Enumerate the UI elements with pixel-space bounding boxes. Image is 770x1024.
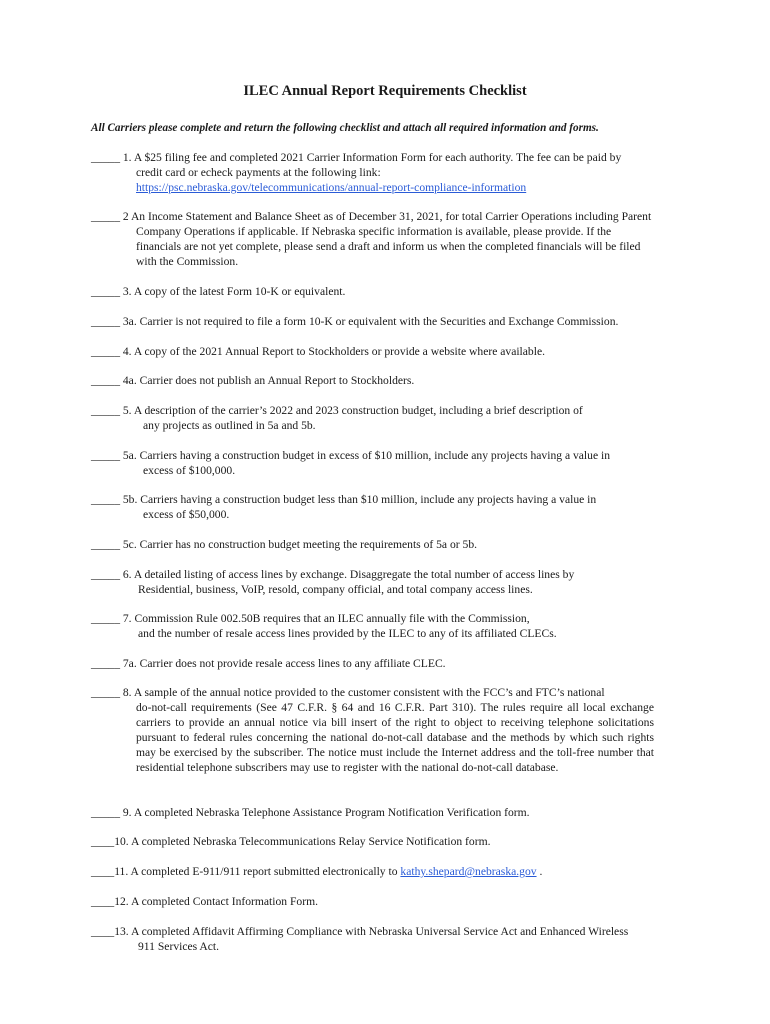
item-5b-line-1: _____ 5b. Carriers having a construction budget less than $10 million, include any projects having a value in [91,493,597,506]
item-2-line-3: financials are not yet complete, please send a draft and inform us when the completed financials will be filed [136,240,641,253]
checklist-item-3 [91,284,703,299]
checklist-item-1 [91,150,703,195]
item-5b-line-2: excess of $50,000. [143,508,230,521]
item-1-line-2: credit card or echeck payments at the following link: [136,166,381,179]
intro-instructions: All Carriers please complete and return the following checklist and attach all required information and forms. [91,122,599,134]
item-8-line-1: _____ 8. A sample of the annual notice provided to the customer consistent with the FCC’s and FTC’s national [91,686,605,699]
item-7-line-2: and the number of resale access lines provided by the ILEC to any of its affiliated CLECs. [138,627,557,640]
item-10-text: ____10. A completed Nebraska Telecommunications Relay Service Notification form. [91,835,491,848]
checklist-item-11 [91,864,703,879]
item-12-text: ____12. A completed Contact Information Form. [91,895,319,908]
item-4a-text: _____ 4a. Carrier does not publish an Annual Report to Stockholders. [91,374,415,387]
email-link[interactable]: kathy.shepard@nebraska.gov [400,865,537,878]
checklist-item-3a [91,314,703,329]
item-7a-text: _____ 7a. Carrier does not provide resale access lines to any affiliate CLEC. [91,657,446,670]
item-5c-text: _____ 5c. Carrier has no construction budget meeting the requirements of 5a or 5b. [91,538,478,551]
item-3-text: _____ 3. A copy of the latest Form 10-K or equivalent. [91,285,346,298]
item-13-line-2: 911 Services Act. [138,940,220,953]
item-6-line-1: _____ 6. A detailed listing of access lines by exchange. Disaggregate the total number of access lines by [91,568,575,581]
item-4-text: _____ 4. A copy of the 2021 Annual Report to Stockholders or provide a website where available. [91,345,545,358]
item-8-body: do-not-call requirements (See 47 C.F.R. § 64 and 16 C.F.R. Part 310). The rules require all local exchange carriers to provide an annual notice via bill insert of the right to object to receiving telephone solicitations pursuant to federal rules concerning the national do-not-call database and the methods by which such rights may be exercised by the subscriber. The notice must include the Internet address and the toll-free number that residential telephone subscribers may use to register with the national do-not-call database. [136,701,654,774]
item-9-text: _____ 9. A completed Nebraska Telephone Assistance Program Notification Verification form. [91,806,530,819]
item-11-text: ____11. A completed E-911/911 report submitted electronically to [91,865,401,878]
item-5a-line-1: _____ 5a. Carriers having a construction budget in excess of $10 million, include any projects having a value in [91,449,611,462]
item-7-line-1: _____ 7. Commission Rule 002.50B requires that an ILEC annually file with the Commission, [91,612,530,625]
item-3a-text: _____ 3a. Carrier is not required to file a form 10-K or equivalent with the Securities and Exchange Commission. [91,315,619,328]
checklist-item-5 [91,403,703,433]
checklist-item-5b [91,492,703,522]
item-6-line-2: Residential, business, VoIP, resold, company official, and total company access lines. [138,583,533,596]
item-5-line-1: _____ 5. A description of the carrier’s 2022 and 2023 construction budget, including a brief description of [91,404,583,417]
item-2-line-1: _____ 2 An Income Statement and Balance Sheet as of December 31, 2021, for total Carrier Operations including Parent [91,210,652,223]
item-5a-line-2: excess of $100,000. [143,464,236,477]
compliance-info-link[interactable]: https://psc.nebraska.gov/telecommunications/annual-report-compliance-information [136,181,527,194]
checklist-item-4a [91,373,703,388]
item-2-line-4: with the Commission. [136,255,239,268]
checklist-item-7a [91,656,703,671]
checklist-item-9 [91,805,703,820]
checklist-item-7 [91,611,703,641]
checklist-item-5a [91,448,703,478]
checklist-item-2 [91,209,703,269]
checklist-item-13 [91,924,703,954]
checklist-item-12 [91,894,703,909]
page-title: ILEC Annual Report Requirements Checklist [243,83,527,99]
item-1-line-1: _____ 1. A $25 filing fee and completed 2021 Carrier Information Form for each authority. The fee can be paid by [91,151,622,164]
item-11-period: . [536,865,543,878]
checklist-item-5c [91,537,703,552]
item-2-line-2: Company Operations if applicable. If Nebraska specific information is available, please provide. If the [136,225,612,238]
checklist-item-4 [91,344,703,359]
item-5-line-2: any projects as outlined in 5a and 5b. [143,419,316,432]
checklist-item-8 [91,685,703,775]
checklist-item-10 [91,834,703,849]
item-13-line-1: ____13. A completed Affidavit Affirming Compliance with Nebraska Universal Service Act and Enhanced Wireless [91,925,629,938]
checklist-item-6 [91,567,703,597]
